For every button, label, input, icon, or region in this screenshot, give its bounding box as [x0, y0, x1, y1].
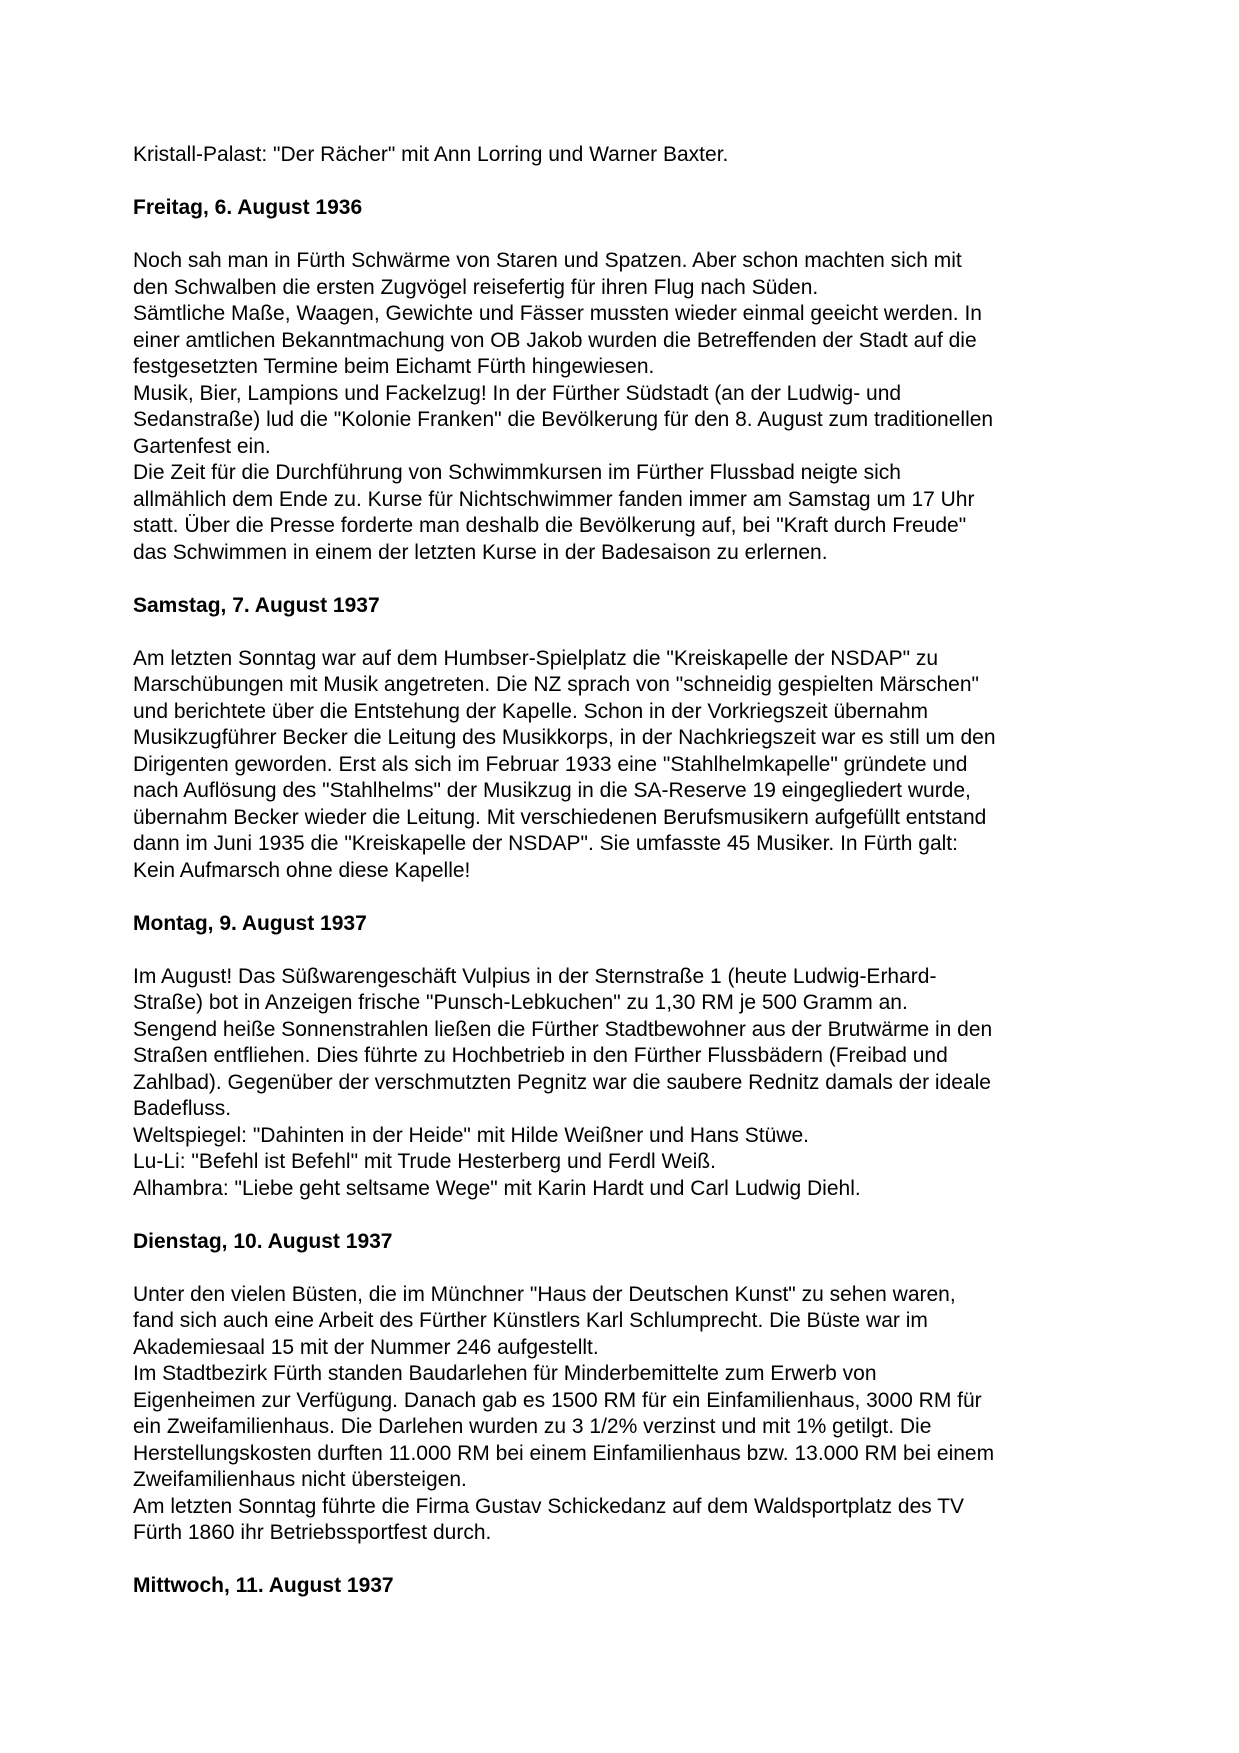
- paragraph-line: Weltspiegel: "Dahinten in der Heide" mit Hilde Weißner und Hans Stüwe.: [133, 1123, 809, 1147]
- paragraph-line: ein Zweifamilienhaus. Die Darlehen wurden zu 3 1/2% verzinst und mit 1% getilgt. Die: [133, 1415, 932, 1438]
- paragraph-line: Alhambra: "Liebe geht seltsame Wege" mit Karin Hardt und Carl Ludwig Diehl.: [133, 1176, 861, 1200]
- paragraph-line: einer amtlichen Bekanntmachung von OB Jakob wurden die Betreffenden der Stadt auf die: [133, 328, 977, 352]
- paragraph-line: statt. Über die Presse forderte man deshalb die Bevölkerung auf, bei "Kraft durch Freude": [133, 514, 967, 537]
- blank-line: [133, 1547, 1239, 1574]
- paragraph-line: Kein Aufmarsch ohne diese Kapelle!: [133, 858, 471, 882]
- paragraph-line: den Schwalben die ersten Zugvögel reisefertig für ihren Flug nach Süden.: [133, 275, 819, 299]
- paragraph-line: und berichtete über die Entstehung der Kapelle. Schon in der Vorkriegszeit übernahm: [133, 699, 929, 723]
- section-heading: Dienstag, 10. August 1937: [133, 1229, 393, 1253]
- paragraph-line: Sengend heiße Sonnenstrahlen ließen die Fürther Stadtbewohner aus der Brutwärme in den: [133, 1017, 993, 1041]
- paragraph-line: Am letzten Sonntag führte die Firma Gustav Schickedanz auf dem Waldsportplatz des TV: [133, 1494, 965, 1518]
- paragraph-line: Sedanstraße) lud die "Kolonie Franken" die Bevölkerung für den 8. August zum traditionellen: [133, 408, 994, 431]
- blank-line: [133, 619, 1239, 646]
- section-heading: Samstag, 7. August 1937: [133, 593, 380, 617]
- blank-line: [133, 566, 1239, 593]
- section-heading: Mittwoch, 11. August 1937: [133, 1574, 394, 1597]
- paragraph-line: Zweifamilienhaus nicht übersteigen.: [133, 1468, 467, 1491]
- paragraph-line: Eigenheimen zur Verfügung. Danach gab es 1500 RM für ein Einfamilienhaus, 3000 RM für: [133, 1388, 982, 1412]
- section-heading: Montag, 9. August 1937: [133, 911, 367, 935]
- paragraph-line: Straßen entfliehen. Dies führte zu Hochbetrieb in den Fürther Flussbädern (Freibad und: [133, 1044, 948, 1067]
- paragraph-line: Badefluss.: [133, 1097, 232, 1120]
- blank-line: [133, 1255, 1239, 1282]
- paragraph-line: Musik, Bier, Lampions und Fackelzug! In der Fürther Südstadt (an der Ludwig- und: [133, 381, 902, 405]
- paragraph-line: Die Zeit für die Durchführung von Schwimmkursen im Fürther Flussbad neigte sich: [133, 461, 901, 484]
- paragraph-line: Marschübungen mit Musik angetreten. Die NZ sprach von "schneidig gespielten Märschen": [133, 673, 979, 696]
- paragraph-line: nach Auflösung des "Stahlhelms" der Musikzug in die SA-Reserve 19 eingegliedert wurde,: [133, 779, 971, 802]
- blank-line: [133, 884, 1239, 911]
- document-page: [133, 142, 1239, 1600]
- paragraph-line: Kristall-Palast: "Der Rächer" mit Ann Lorring und Warner Baxter.: [133, 143, 729, 166]
- section-heading: Freitag, 6. August 1936: [133, 196, 363, 219]
- paragraph-line: Dirigenten geworden. Erst als sich im Februar 1933 eine "Stahlhelmkapelle" gründete und: [133, 752, 968, 776]
- paragraph-line: Straße) bot in Anzeigen frische "Punsch-Lebkuchen" zu 1,30 RM je 500 Gramm an.: [133, 991, 908, 1014]
- paragraph-line: Am letzten Sonntag war auf dem Humbser-Spielplatz die "Kreiskapelle der NSDAP" zu: [133, 646, 939, 670]
- paragraph-line: Zahlbad). Gegenüber der verschmutzten Pegnitz war die saubere Rednitz damals der ideale: [133, 1070, 991, 1094]
- blank-line: [133, 169, 1239, 196]
- paragraph-line: Unter den vielen Büsten, die im Münchner "Haus der Deutschen Kunst" zu sehen waren,: [133, 1282, 956, 1306]
- paragraph-line: Gartenfest ein.: [133, 434, 271, 458]
- paragraph-line: festgesetzten Termine beim Eichamt Fürth hingewiesen.: [133, 355, 655, 378]
- paragraph-line: Akademiesaal 15 mit der Nummer 246 aufgestellt.: [133, 1335, 599, 1359]
- paragraph-line: Herstellungskosten durften 11.000 RM bei einem Einfamilienhaus bzw. 13.000 RM bei einem: [133, 1441, 995, 1465]
- paragraph-line: allmählich dem Ende zu. Kurse für Nichtschwimmer fanden immer am Samstag um 17 Uhr: [133, 487, 975, 511]
- paragraph-line: fand sich auch eine Arbeit des Fürther Künstlers Karl Schlumprecht. Die Büste war im: [133, 1309, 928, 1332]
- paragraph-line: Musikzugführer Becker die Leitung des Musikkorps, in der Nachkriegszeit war es still um den: [133, 726, 996, 749]
- blank-line: [133, 1202, 1239, 1229]
- paragraph-line: das Schwimmen in einem der letzten Kurse in der Badesaison zu erlernen.: [133, 540, 828, 564]
- paragraph-line: Im August! Das Süßwarengeschäft Vulpius in der Sternstraße 1 (heute Ludwig-Erhard-: [133, 964, 937, 988]
- paragraph-line: Im Stadtbezirk Fürth standen Baudarlehen für Minderbemittelte zum Erwerb von: [133, 1362, 877, 1385]
- paragraph-line: Fürth 1860 ihr Betriebssportfest durch.: [133, 1521, 492, 1544]
- paragraph-line: Sämtliche Maße, Waagen, Gewichte und Fässer mussten wieder einmal geeicht werden. In: [133, 302, 982, 325]
- blank-line: [133, 222, 1239, 249]
- paragraph-line: übernahm Becker wieder die Leitung. Mit verschiedenen Berufsmusikern aufgefüllt entstand: [133, 805, 987, 829]
- paragraph-line: Lu-Li: "Befehl ist Befehl" mit Trude Hesterberg und Ferdl Weiß.: [133, 1150, 716, 1173]
- blank-line: [133, 937, 1239, 964]
- paragraph-line: dann im Juni 1935 die "Kreiskapelle der NSDAP". Sie umfasste 45 Musiker. In Fürth galt:: [133, 832, 958, 855]
- paragraph-line: Noch sah man in Fürth Schwärme von Staren und Spatzen. Aber schon machten sich mit: [133, 249, 962, 272]
